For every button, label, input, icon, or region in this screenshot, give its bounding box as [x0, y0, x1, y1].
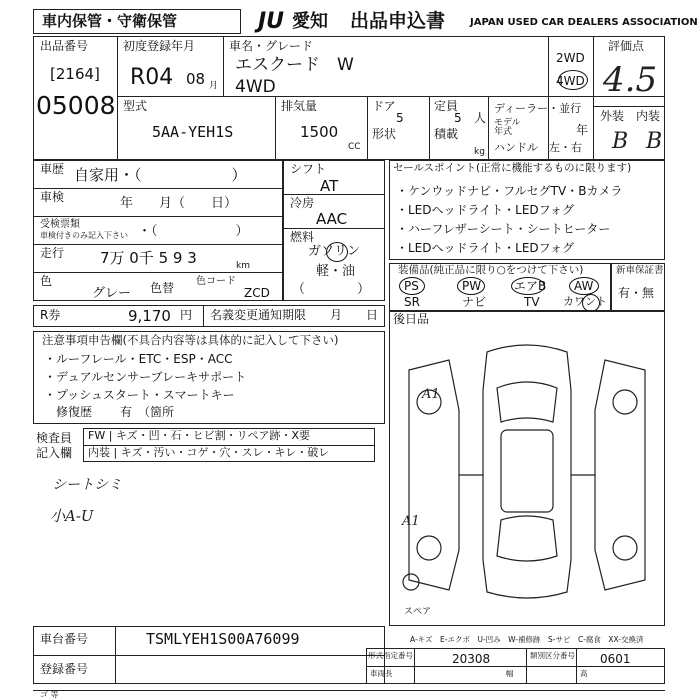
load-label: 積載	[434, 127, 459, 141]
color-value: グレー	[92, 286, 132, 301]
inspection-value: 年 月（ 日）	[120, 196, 238, 211]
model-year-label: モデル年式	[494, 118, 521, 138]
fuel-label: 燃料	[290, 230, 315, 244]
equip-ps-circle	[399, 277, 425, 295]
registration-label: 初度登録年月	[123, 39, 196, 53]
fuel-other: （ ）	[292, 282, 371, 297]
lot-bracket-code: [2164]	[50, 65, 100, 83]
selling-point-2: ・LEDヘッドライト・LEDフォグ	[396, 203, 575, 217]
cooling-label: 冷房	[290, 196, 315, 210]
color-code-label: 色コード	[196, 276, 236, 287]
org-english: JAPAN USED CAR DEALERS ASSOCIATION	[470, 17, 698, 28]
score-label: 評価点	[608, 39, 645, 53]
equip-counter: カワント	[563, 295, 607, 308]
damage-mark-a1-lower: A1	[402, 514, 420, 529]
inspection-label: 車検	[40, 190, 65, 204]
interior-label: 内装	[636, 109, 661, 123]
mileage-label: 走行	[40, 246, 65, 260]
org-name: 愛知	[292, 11, 328, 32]
displacement-value: 1500	[300, 123, 339, 141]
equip-airbag-circle	[511, 277, 545, 295]
equipment-title: 装備品(純正品に限り○をつけて下さい)	[398, 264, 584, 276]
transfer-day-unit: 日	[366, 308, 379, 322]
equip-aw: AW	[574, 279, 594, 293]
vehicle-grade: 4WD	[235, 77, 276, 97]
drive-4wd-circle	[558, 70, 588, 90]
certificate-sub: 車検付きのみ記入下さい	[40, 231, 128, 240]
drive-4wd: 4WD	[556, 74, 585, 88]
interior-grade: B	[646, 129, 663, 154]
handwritten-note-1: シートシミ	[52, 477, 122, 493]
equip-sr: SR	[404, 295, 420, 309]
inspector-interior-row: 内装 | キズ・汚い・コゲ・穴・スレ・キレ・破レ	[88, 446, 330, 459]
category-label: 類別区分番号	[530, 651, 575, 660]
exterior-label: 外装	[600, 109, 625, 123]
vehicle-height-label: 高	[580, 669, 588, 678]
color-code-value: ZCD	[244, 286, 270, 300]
type-designation-label: 形式指定番号	[368, 651, 413, 660]
storage-label: 車内保管・守衛保管	[42, 12, 178, 30]
warranty-value: 有・無	[618, 286, 655, 300]
repair-label: 修復歴	[56, 405, 93, 419]
vehicle-name: エスクード W	[235, 55, 354, 75]
registration-month-unit: 月	[209, 81, 219, 91]
form-title: 出品申込書	[350, 10, 446, 32]
equip-pw: PW	[462, 279, 482, 293]
note-3: ・プッシュスタート・スマートキー	[44, 388, 235, 402]
mileage-unit: km	[236, 261, 250, 271]
diagram-title: 後日品	[393, 312, 430, 326]
equip-tv: TV	[524, 295, 540, 309]
history-value: 自家用・（ ）	[74, 166, 247, 184]
dealer-label: ディーラー・並行	[494, 102, 582, 115]
registration-number-label: 登録番号	[40, 662, 89, 676]
shift-label: シフト	[290, 162, 327, 176]
inspector-fw-row: FW | キズ・凹・石・ヒビ割・リペア跡・X要	[88, 429, 310, 442]
repair-value: 有 （箇所	[120, 405, 175, 419]
model-year-unit: 年	[576, 123, 589, 137]
repaint-label: 色替	[150, 281, 175, 295]
notes-title: 注意事項申告欄(不具合内容等は具体的に記入して下さい)	[42, 333, 339, 347]
selling-points-title: セールスポイント(正常に機能するものに限ります)	[393, 162, 632, 174]
history-label: 車歴	[40, 162, 65, 176]
transfer-month-unit: 月	[330, 308, 343, 322]
fuel-diesel: 軽・油	[316, 264, 356, 279]
chassis-label: 車台番号	[40, 632, 89, 646]
handwritten-note-2: 小A-U	[50, 507, 94, 525]
inspector-label: 検査員	[36, 431, 73, 445]
damage-mark-a1: A1	[422, 387, 440, 402]
model-code: 5AA-YEH1S	[152, 123, 234, 141]
equip-counter-circle	[582, 294, 600, 312]
capacity-value: 5	[454, 111, 462, 125]
model-label: 型式	[123, 99, 148, 113]
handle-label: ハンドル 左・右	[494, 141, 582, 154]
footer-text: ゴ 等	[40, 690, 59, 699]
tax-label: R券	[40, 308, 61, 322]
type-designation-value: 20308	[452, 652, 491, 666]
shape-label: 形状	[372, 127, 397, 141]
doors-value: 5	[396, 111, 404, 125]
equip-aw-circle	[569, 277, 599, 295]
spare-label: スペア	[404, 607, 432, 617]
fuel-gasoline-circle	[326, 242, 348, 262]
displacement-label: 排気量	[281, 99, 318, 113]
certificate-value: ・（ ）	[138, 224, 249, 239]
note-1: ・ルーフレール・ETC・ESP・ACC	[44, 352, 233, 366]
exterior-grade: B	[612, 129, 629, 154]
selling-point-1: ・ケンウッドナビ・フルセグTV・Bカメラ	[396, 184, 623, 198]
car-body-diagram	[389, 330, 665, 620]
mileage-value: 7万 0千 5 9 3	[100, 249, 197, 267]
selling-point-4: ・LEDヘッドライト・LEDフォグ	[396, 241, 575, 255]
shift-value: AT	[320, 177, 339, 195]
capacity-label: 定員	[434, 99, 459, 113]
certificate-label: 受検票類	[40, 219, 80, 230]
lot-label: 出品番号	[40, 39, 89, 53]
selling-point-3: ・ハーフレザーシート・シートヒーター	[396, 222, 611, 236]
equip-pw-circle	[457, 277, 485, 295]
tax-amount: 9,170	[128, 307, 171, 325]
new-car-warranty-label: 新車保証書	[616, 265, 664, 276]
damage-legend: A-キズ E-エクボ U-凹み W-補修跡 S-サビ C-腐食 XX-交換済	[410, 635, 644, 644]
doors-label: ドア	[372, 99, 396, 113]
ju-logo: JU	[258, 9, 285, 34]
category-value: 0601	[600, 652, 631, 666]
tax-unit: 円	[180, 308, 193, 322]
vehicle-name-label: 車名・グレード	[229, 39, 314, 53]
registration-year: R04	[130, 65, 174, 90]
color-label: 色	[40, 274, 53, 288]
cooling-value: AAC	[316, 210, 348, 228]
vehicle-length-label: 車両長	[370, 669, 393, 678]
inspector-entry-label: 記入欄	[36, 446, 73, 460]
vehicle-width-label: 幅	[506, 669, 514, 678]
equip-airbag: エアB	[514, 279, 547, 293]
lot-number: 05008	[36, 91, 116, 120]
note-2: ・デュアルセンサーブレーキサポート	[44, 370, 247, 384]
equip-ps: PS	[404, 279, 419, 293]
drive-2wd: 2WD	[556, 51, 585, 65]
chassis-number: TSMLYEH1S00A76099	[146, 630, 300, 648]
registration-month: 08	[186, 70, 206, 88]
fuel-gasoline: ガソリン	[308, 244, 361, 259]
equip-navi: ナビ	[462, 295, 487, 309]
load-unit: kg	[474, 147, 485, 157]
capacity-unit: 人	[474, 111, 487, 125]
displacement-unit: CC	[348, 142, 361, 152]
score-value: 4.5	[603, 60, 658, 100]
transfer-deadline-label: 名義変更通知期限	[210, 308, 307, 322]
